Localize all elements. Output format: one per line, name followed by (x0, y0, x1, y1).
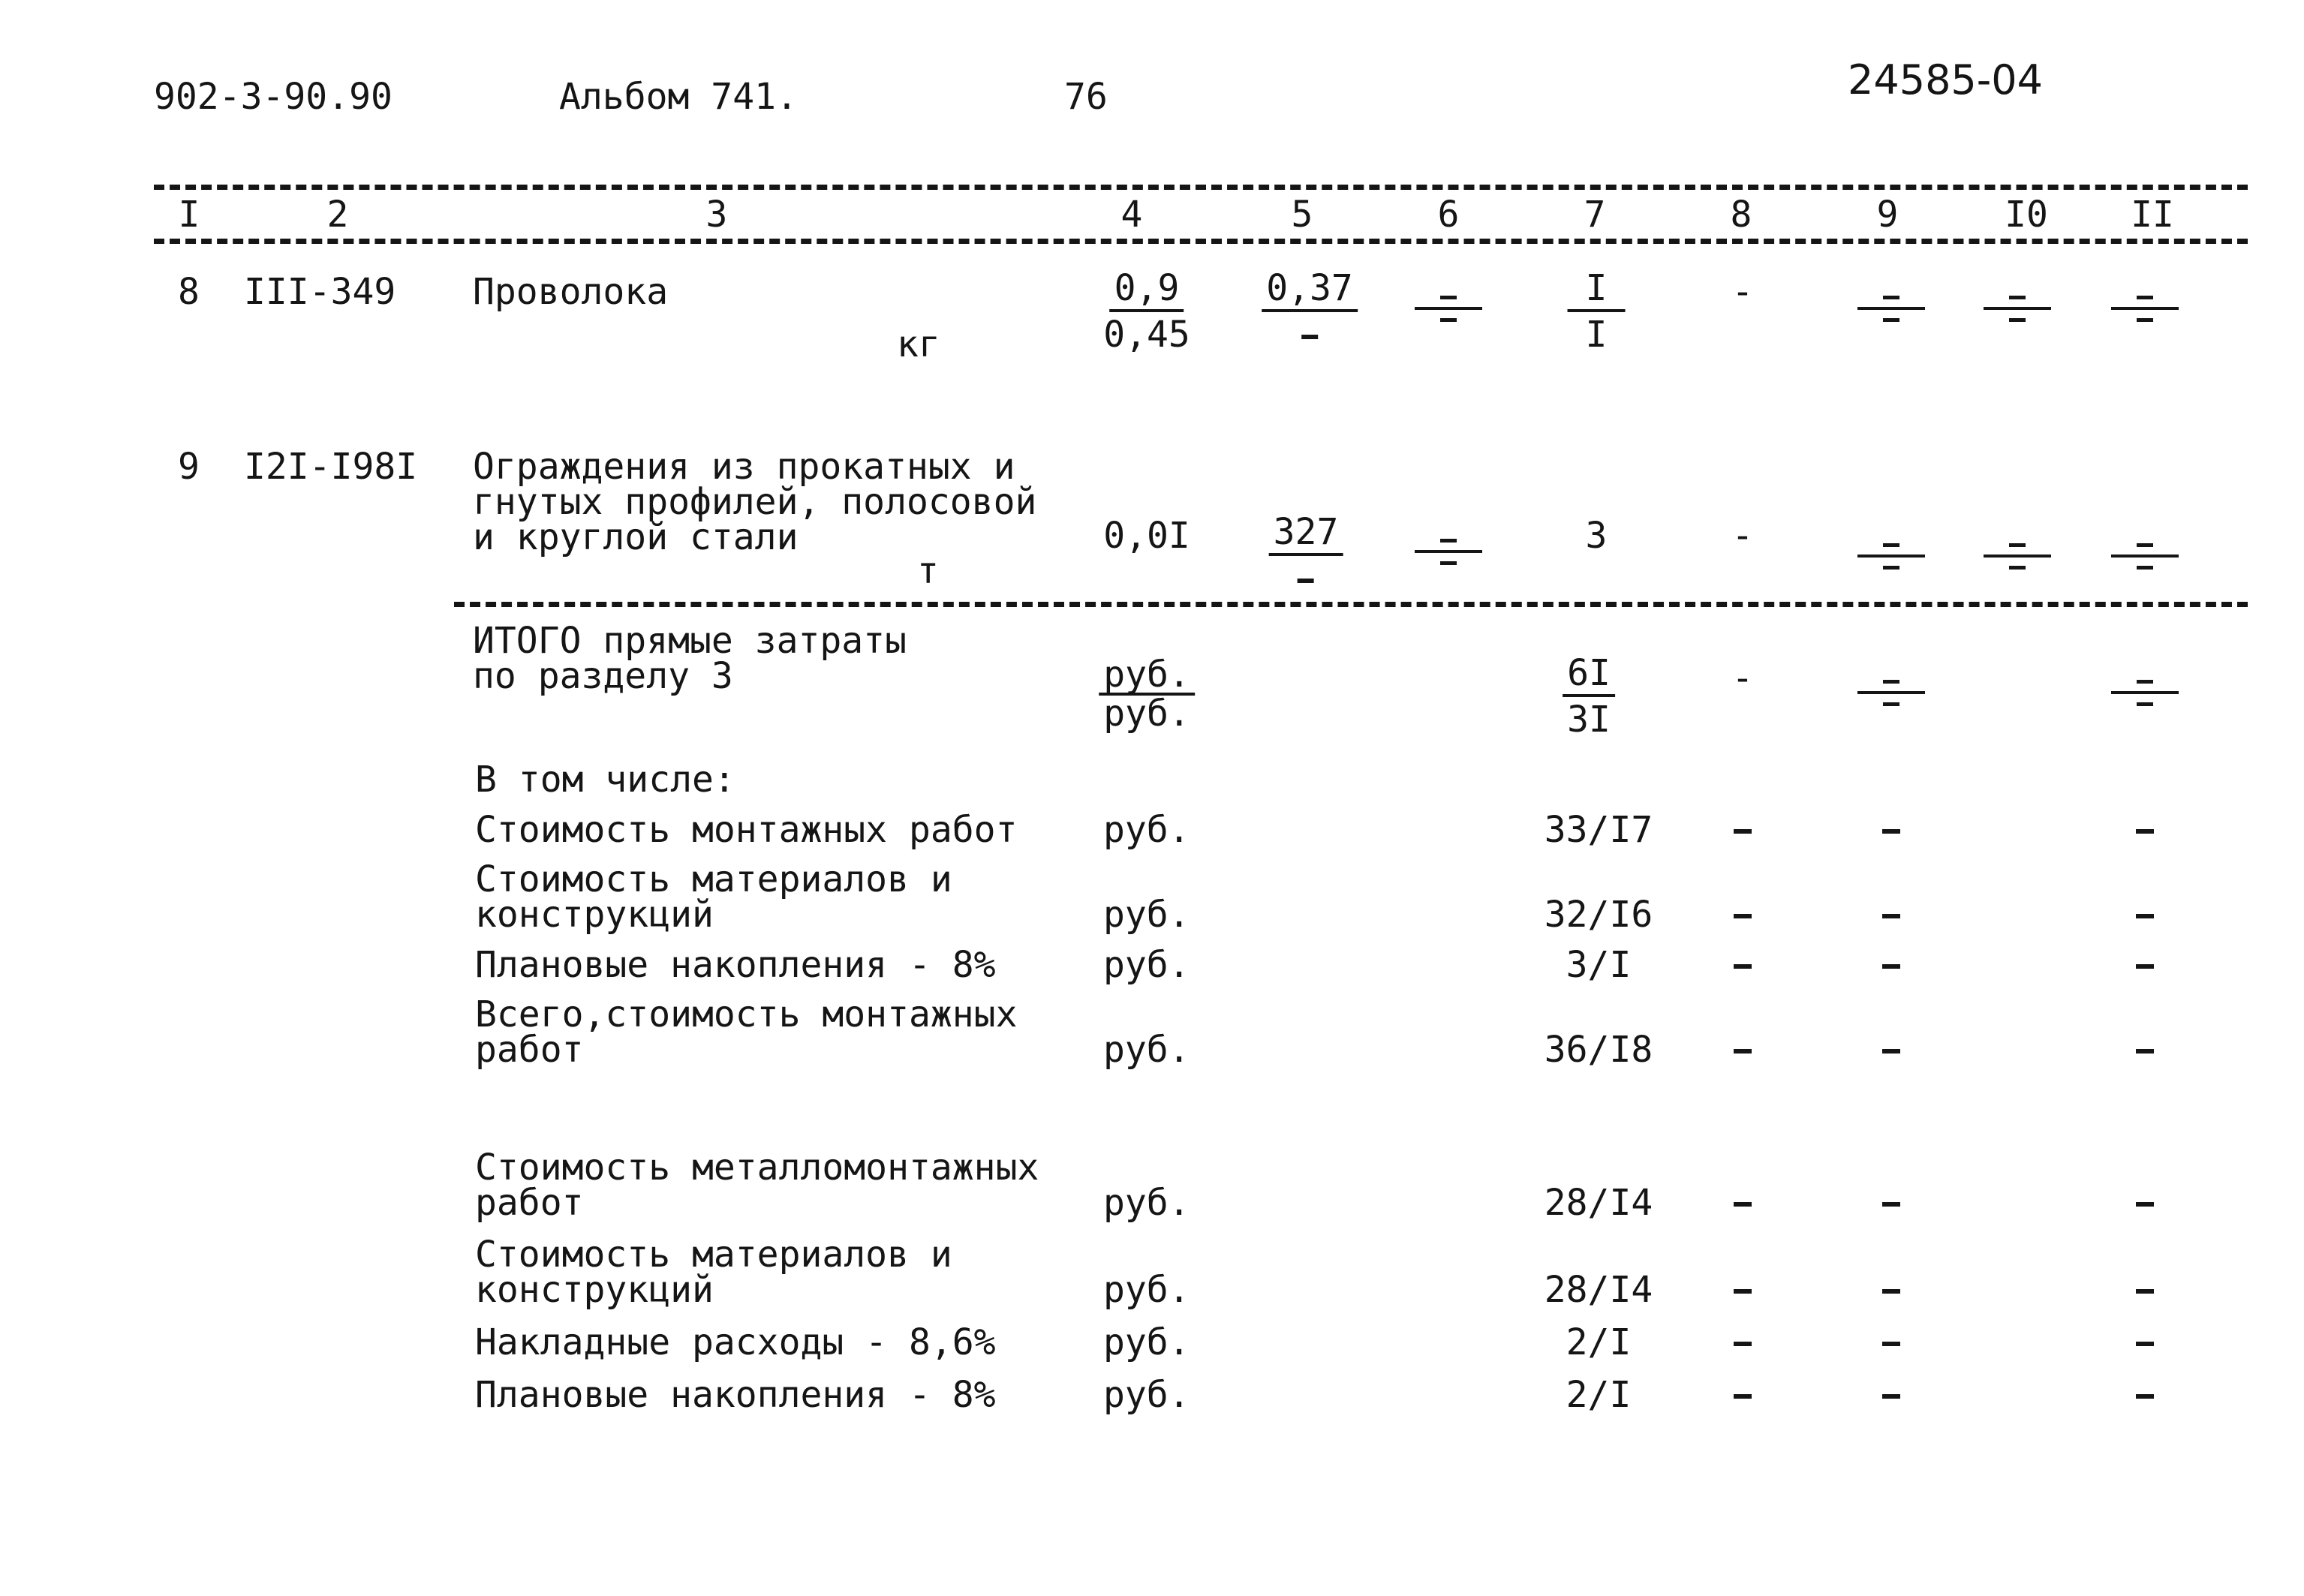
col9-dash (1882, 1202, 1900, 1207)
col7-numerator: 6I (1563, 655, 1615, 697)
col10-empty-fraction-mark (1984, 290, 2051, 327)
col11-dash (2136, 1342, 2154, 1346)
col11-empty-fraction-mark (2111, 537, 2179, 575)
total-label-line-2: по разделу 3 (473, 655, 733, 697)
col9-dash (1882, 829, 1900, 834)
col7-numerator: I (1568, 270, 1626, 312)
item-quantity: 0,0I (1103, 515, 1190, 557)
breakdown-unit: руб. (1103, 1269, 1190, 1311)
breakdown-unit: руб. (1103, 1029, 1190, 1071)
col9-dash (1882, 964, 1900, 969)
col6-empty-fraction-mark (1415, 290, 1482, 327)
col11-dash (2136, 1394, 2154, 1399)
breakdown-value: 28/I4 (1544, 1182, 1653, 1224)
column-header-4: 4 (1120, 194, 1143, 236)
handwritten-stamp: 24585-04 (1848, 56, 2043, 104)
col11-dash (2136, 1202, 2154, 1207)
col9-dash (1882, 1289, 1900, 1294)
column-header-9: 9 (1876, 194, 1899, 236)
col11-dash (2136, 914, 2154, 918)
item-unit: т (917, 550, 939, 592)
col11-dash (2136, 964, 2154, 969)
breakdown-value: 2/I (1566, 1374, 1632, 1416)
col7-denominator: I (1585, 314, 1608, 356)
column-header-8: 8 (1730, 194, 1752, 236)
col8-dash (1734, 1049, 1752, 1053)
breakdown-label-line-2: конструкций (475, 1269, 714, 1311)
col11-empty-fraction-mark (2111, 674, 2179, 711)
including-label: В том числе: (475, 759, 735, 801)
total-unit-fraction (1099, 654, 1195, 735)
col9-empty-fraction-mark (1857, 674, 1925, 711)
section-divider-rule (454, 602, 2248, 607)
item-name-line-2: гнутых профилей, полосовой (473, 481, 1037, 523)
col9-empty-fraction-mark (1857, 290, 1925, 327)
col8-dash (1734, 1342, 1752, 1346)
col7-denominator: 3I (1567, 699, 1611, 741)
breakdown-unit: руб. (1103, 1374, 1190, 1416)
column-header-2: 2 (326, 194, 349, 236)
col8-dash (1734, 1394, 1752, 1399)
col7-value: 3 (1585, 515, 1608, 557)
item-number: 8 (178, 271, 200, 313)
col8-dash (1734, 1289, 1752, 1294)
header-bottom-rule (154, 239, 2248, 244)
col8-dash (1734, 914, 1752, 918)
col8-dash (1734, 829, 1752, 834)
breakdown-unit: руб. (1103, 1321, 1190, 1363)
col8-dash (1734, 964, 1752, 969)
breakdown-label-line-1: Стоимость материалов и (475, 1234, 952, 1276)
col9-dash (1882, 1342, 1900, 1346)
quantity-denominator: 0,45 (1103, 314, 1190, 356)
header-top-rule (154, 185, 2248, 190)
breakdown-label-line-1: Стоимость материалов и (475, 858, 952, 900)
item-code: I2I-I98I (244, 446, 418, 488)
breakdown-label: Плановые накопления - 8% (475, 944, 996, 986)
col9-dash (1882, 1394, 1900, 1399)
column-header-3: 3 (705, 194, 728, 236)
col5-value: 0,37 (1262, 270, 1358, 312)
item-col5-fraction (1262, 267, 1358, 353)
col8-value: - (1731, 271, 1754, 313)
breakdown-label: Стоимость монтажных работ (475, 809, 1018, 851)
item-name-line-1: Ограждения из прокатных и (473, 446, 1015, 488)
document-code: 902-3-90.90 (154, 76, 393, 118)
col11-dash (2136, 1289, 2154, 1294)
column-header-6: 6 (1437, 194, 1460, 236)
column-header-10: I0 (2005, 194, 2048, 236)
item-number: 9 (178, 446, 200, 488)
col9-dash (1882, 1049, 1900, 1053)
col9-empty-fraction-mark (1857, 537, 1925, 575)
breakdown-value: 36/I8 (1544, 1029, 1653, 1071)
item-name-line-3: и круглой стали (473, 516, 799, 558)
column-header-5: 5 (1291, 194, 1313, 236)
breakdown-label-line-2: конструкций (475, 894, 714, 936)
breakdown-value: 2/I (1566, 1321, 1632, 1363)
breakdown-label-line-1: Стоимость металломонтажных (475, 1147, 1039, 1189)
item-quantity-fraction (1103, 267, 1190, 356)
breakdown-value: 3/I (1566, 944, 1632, 986)
item-col5-fraction (1269, 511, 1343, 597)
col8-dash (1734, 1202, 1752, 1207)
col8-value: - (1731, 515, 1754, 557)
item-code: III-349 (244, 271, 396, 313)
total-label-line-1: ИТОГО прямые затраты (473, 620, 907, 662)
breakdown-unit: руб. (1103, 944, 1190, 986)
breakdown-value: 32/I6 (1544, 894, 1653, 936)
breakdown-unit: руб. (1103, 1182, 1190, 1224)
column-header-11: II (2131, 194, 2174, 236)
breakdown-value: 33/I7 (1544, 809, 1653, 851)
item-name: Проволока (473, 271, 669, 313)
col11-dash (2136, 1049, 2154, 1053)
total-unit-numerator: руб. (1099, 657, 1195, 696)
breakdown-label-line-1: Всего,стоимость монтажных (475, 993, 1018, 1035)
item-col7-fraction (1568, 267, 1626, 356)
col8-value: - (1731, 657, 1754, 699)
column-header-1: I (178, 194, 200, 236)
breakdown-unit: руб. (1103, 809, 1190, 851)
col11-dash (2136, 829, 2154, 834)
breakdown-label-line-2: работ (475, 1182, 584, 1224)
col5-empty-mark (1301, 312, 1318, 353)
col11-empty-fraction-mark (2111, 290, 2179, 327)
breakdown-label: Плановые накопления - 8% (475, 1374, 996, 1416)
col5-value: 327 (1269, 514, 1343, 556)
total-col7-fraction (1563, 652, 1615, 741)
total-unit-denominator: руб. (1103, 693, 1190, 735)
breakdown-label-line-2: работ (475, 1029, 584, 1071)
quantity-numerator: 0,9 (1110, 270, 1184, 312)
breakdown-value: 28/I4 (1544, 1269, 1653, 1311)
col9-dash (1882, 914, 1900, 918)
col10-empty-fraction-mark (1984, 537, 2051, 575)
album-label: Альбом 741. (559, 76, 798, 118)
item-unit: кг (897, 323, 940, 365)
breakdown-unit: руб. (1103, 894, 1190, 936)
page-number: 76 (1064, 76, 1108, 118)
col5-empty-mark (1298, 556, 1314, 597)
col6-empty-fraction-mark (1415, 533, 1482, 570)
column-header-7: 7 (1584, 194, 1606, 236)
breakdown-label: Накладные расходы - 8,6% (475, 1321, 996, 1363)
